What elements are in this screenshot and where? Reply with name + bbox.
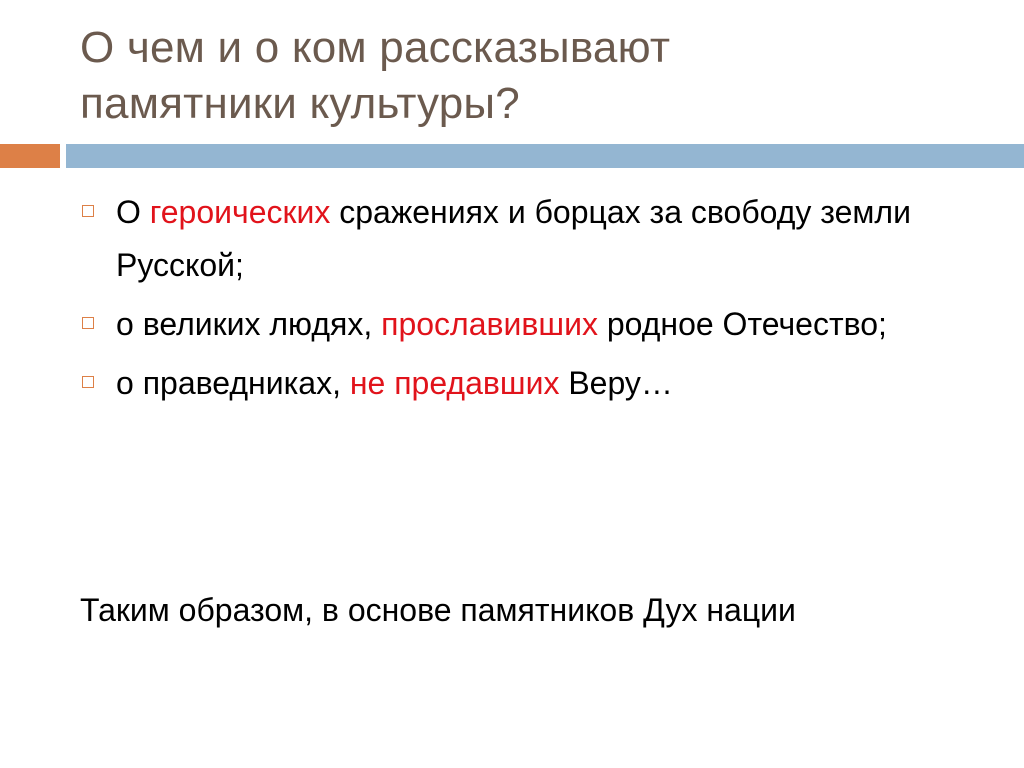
- bullet-text-before: О: [116, 194, 150, 230]
- bullet-item-righteous: [80, 357, 960, 410]
- title-line-2: памятники культуры?: [80, 79, 520, 128]
- square-outline-icon: [82, 205, 94, 217]
- title-line-1: О чем и о ком рассказывают: [80, 23, 671, 72]
- bullet-item-heroic: [80, 186, 960, 292]
- bullet-text-after: Веру…: [559, 365, 673, 401]
- bullet-text-after: сражениях и борцах за свободу земли Русской;: [116, 194, 911, 283]
- conclusion-text: Таким образом, в основе памятников Дух нации: [80, 592, 796, 628]
- title-divider-bar: [66, 144, 1024, 168]
- bullet-highlight: героических: [149, 194, 331, 230]
- bullet-text-before: о праведниках,: [116, 365, 350, 401]
- bullet-text-before: о великих людях,: [116, 306, 382, 342]
- square-outline-icon: [82, 376, 94, 388]
- bullet-text-after: родное Отечество;: [597, 306, 887, 342]
- slide-title: [80, 20, 980, 132]
- bullet-list: [80, 186, 960, 416]
- bullet-item-great-people: [80, 298, 960, 351]
- title-divider-accent: [0, 144, 60, 168]
- bullet-highlight: не предавших: [349, 365, 560, 401]
- square-outline-icon: [82, 317, 94, 329]
- bullet-highlight: прославивших: [381, 306, 598, 342]
